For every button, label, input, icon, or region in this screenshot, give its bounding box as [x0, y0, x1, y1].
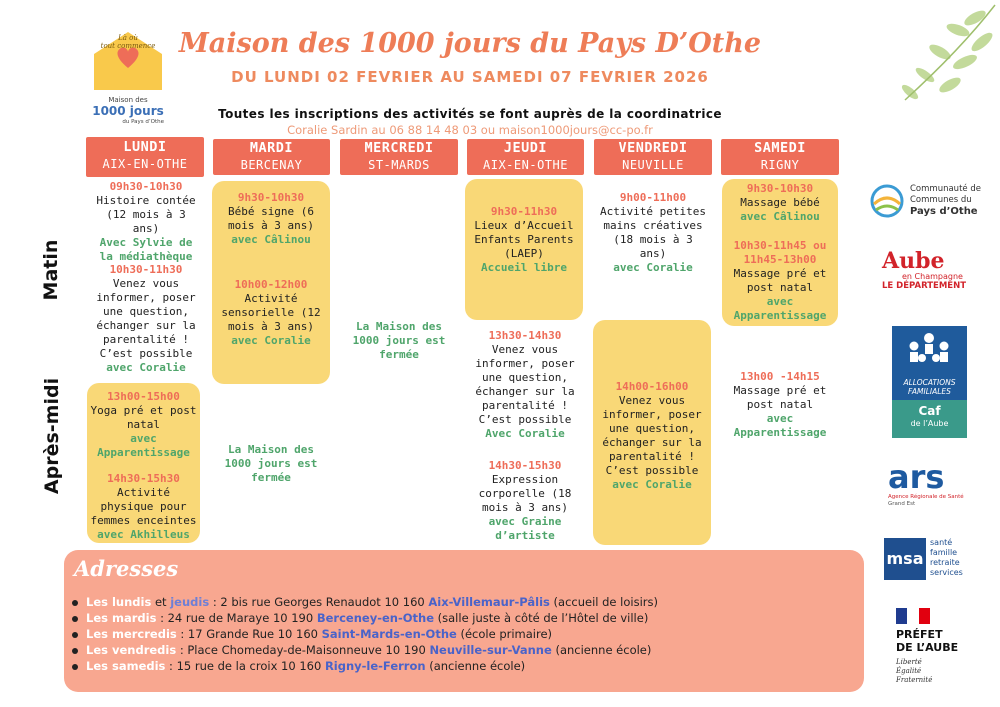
activity-host: avec Câlinou	[740, 210, 820, 223]
wednesday-closed-notice: La Maison des 1000 jours est fermée	[352, 320, 446, 361]
activity-host: avec Câlinou	[231, 233, 311, 246]
address-town: Rigny-le-Ferron	[324, 659, 426, 673]
msa-line-4: services	[930, 568, 963, 577]
morning-label: Matin	[40, 239, 62, 301]
ars-word: ars	[888, 458, 945, 496]
activity-text: Bébé signe (6 mois à 3 ans)	[227, 205, 315, 232]
aube-dept: LE DÉPARTEMENT	[882, 281, 967, 291]
day-place: AIX-EN-OTHE	[483, 158, 568, 173]
address-street: : 17 Grande Rue 10 160	[176, 627, 322, 641]
cc-line-2: Communes du	[910, 195, 972, 205]
monday-activity-2	[90, 263, 202, 375]
activity-text: Activité sensorielle (12 mois à 3 ans)	[221, 292, 321, 333]
day-header-friday	[594, 139, 712, 175]
day-header-monday	[86, 137, 204, 177]
saturday-activity-2	[724, 239, 836, 323]
address-item	[72, 626, 658, 642]
address-town: Aix-Villemaur-Pâlis	[428, 595, 550, 609]
registration-notice: Toutes les inscriptions des activités se font auprès de la coordinatrice	[218, 107, 722, 121]
prefet-line-1: PRÉFET	[896, 628, 943, 641]
logo-line-3: du Pays d’Othe	[122, 119, 164, 125]
prefet-motto-2: Égalité	[896, 667, 922, 675]
activity-text: Lieux d’Accueil Enfants Parents (LAEP)	[474, 219, 574, 260]
activity-time: 9h30-10h30	[237, 191, 305, 204]
caf-line-2: FAMILIALES	[908, 387, 951, 396]
day-header-saturday	[721, 139, 839, 175]
thursday-activity-1	[469, 205, 579, 275]
activity-text: Yoga pré et post natal	[90, 404, 197, 431]
activity-host: avec Apparentissage	[97, 432, 190, 459]
activity-time: 14h30-15h30	[107, 472, 180, 485]
friday-activity-1	[597, 191, 709, 275]
activity-host: Accueil libre	[480, 261, 568, 274]
day-header-wednesday	[340, 139, 458, 175]
day-name: MERCREDI	[364, 140, 434, 156]
prefet-aube-logo	[896, 608, 986, 688]
day-place: BERCENAY	[240, 158, 303, 173]
activity-host: Avec Sylvie de la médiathèque	[99, 236, 193, 263]
day-name: MARDI	[249, 140, 294, 156]
activity-host: avec Apparentissage	[733, 295, 827, 322]
activity-time: 13h30-14h30	[488, 329, 562, 342]
caf-line-1: ALLOCATIONS	[903, 378, 956, 387]
tuesday-closed-notice: La Maison des 1000 jours est fermée	[224, 443, 318, 484]
activity-time: 9h00-11h00	[619, 191, 687, 204]
day-place: NEUVILLE	[622, 158, 684, 173]
caf-line-3: Caf	[918, 404, 941, 418]
activity-time: 10h30-11h45 ou 11h45-13h00	[733, 239, 827, 266]
tuesday-activity-1	[216, 191, 326, 247]
caf-line-4: de l’Aube	[910, 419, 949, 428]
day-header-thursday	[467, 139, 584, 175]
activity-host: Avec Coralie	[485, 427, 565, 440]
address-note: (salle juste à côté de l’Hôtel de ville)	[434, 611, 649, 625]
day-name: SAMEDI	[754, 140, 806, 156]
address-days: Les mercredis	[86, 627, 177, 641]
caf-logo	[892, 326, 967, 438]
activity-text: Massage pré et post natal	[733, 384, 827, 411]
activity-time: 9h30-11h30	[490, 205, 558, 218]
address-note: (accueil de loisirs)	[549, 595, 658, 609]
date-range: DU LUNDI 02 FEVRIER AU SAMEDI 07 FEVRIER 2026	[231, 68, 709, 86]
activity-text: Massage pré et post natal	[733, 267, 827, 294]
msa-line-3: retraite	[930, 558, 960, 567]
address-town: Neuville-sur-Vanne	[429, 643, 552, 657]
activity-host: avec Apparentissage	[733, 412, 827, 439]
address-joiner: et	[151, 595, 171, 609]
address-street: : Place Chomeday-de-Maisonneuve 10 190	[176, 643, 430, 657]
cc-pays-othe-logo	[870, 182, 995, 222]
activity-time: 10h30-11h30	[109, 263, 183, 276]
day-place: AIX-EN-OTHE	[102, 157, 188, 172]
address-street: : 15 rue de la croix 10 160	[165, 659, 325, 673]
activity-time: 14h30-15h30	[488, 459, 562, 472]
coordinator-contact[interactable]: Coralie Sardin au 06 88 14 48 03 ou maison1000jours@cc-po.fr	[287, 123, 653, 137]
aube-word: Aube	[882, 248, 945, 274]
activity-time: 14h00-16h00	[615, 380, 689, 393]
thursday-activity-3	[469, 459, 581, 543]
address-item	[72, 642, 658, 658]
activity-host: avec Akhilleus	[97, 528, 190, 541]
activity-time: 09h30-10h30	[109, 180, 183, 193]
prefet-motto-1: Liberté	[896, 658, 922, 666]
address-town: Berceney-en-Othe	[316, 611, 434, 625]
monday-activity-3	[89, 390, 198, 460]
address-street: : 2 bis rue Georges Renaudot 10 160	[209, 595, 429, 609]
activity-text: Massage bébé	[740, 196, 820, 209]
logo-line-1: Maison des	[108, 96, 148, 104]
day-place: ST-MARDS	[368, 158, 430, 173]
activity-text: Activité physique pour femmes enceintes	[90, 486, 197, 527]
activity-host: avec Graine d’artiste	[488, 515, 562, 542]
afternoon-label: Après-midi	[41, 377, 63, 495]
saturday-activity-3	[724, 370, 836, 440]
logo-tagline-1: Là où	[118, 34, 138, 42]
activity-text: Expression corporelle (18 mois à 3 ans)	[478, 473, 572, 514]
day-name: JEUDI	[503, 140, 548, 156]
activity-text: Activité petites mains créatives (18 mois à 3 ans)	[600, 205, 706, 260]
activity-time: 9h30-10h30	[746, 182, 814, 195]
ars-logo	[888, 460, 974, 512]
ars-sub: Agence Régionale de Santé	[888, 494, 964, 500]
aube-departement-logo	[882, 250, 982, 292]
address-days: Les vendredis	[86, 643, 177, 657]
activity-time: 10h00-12h00	[234, 278, 308, 291]
activity-time: 13h00 -14h15	[740, 370, 820, 383]
address-days: Les samedis	[86, 659, 166, 673]
activity-text: Histoire contée (12 mois à 3 ans)	[96, 194, 196, 235]
activity-host: avec Coralie	[612, 478, 692, 491]
activity-time: 13h00-15h00	[107, 390, 180, 403]
day-place: RIGNY	[760, 158, 800, 173]
page-title: Maison des 1000 jours du Pays D’Othe	[178, 28, 762, 59]
msa-line-2: famille	[930, 548, 958, 557]
address-street: : 24 rue de Maraye 10 190	[156, 611, 317, 625]
addresses-list	[72, 594, 658, 674]
day-header-tuesday	[213, 139, 330, 175]
marianne-flag-icon	[896, 608, 930, 624]
cc-swirl-icon	[870, 184, 904, 218]
activity-host: avec Coralie	[613, 261, 693, 274]
monday-activity-4	[89, 472, 198, 542]
address-item	[72, 658, 658, 674]
prefet-motto-3: Fraternité	[896, 676, 933, 684]
msa-mark: msa	[884, 538, 926, 580]
activity-host: avec Coralie	[231, 334, 311, 347]
aube-sub: en Champagne	[902, 272, 963, 281]
logo-line-2: 1000 jours	[92, 104, 164, 118]
leaves-decoration	[870, 0, 1000, 110]
msa-logo	[884, 538, 976, 580]
address-days: Les lundis	[86, 595, 152, 609]
saturday-activity-1	[724, 182, 836, 224]
address-note: (école primaire)	[456, 627, 553, 641]
address-town: Saint-Mards-en-Othe	[321, 627, 457, 641]
address-days: Les mardis	[86, 611, 157, 625]
activity-host: avec Coralie	[106, 361, 186, 374]
day-name: VENDREDI	[618, 140, 688, 156]
addresses-title: Adresses	[74, 556, 179, 581]
msa-line-1: santé	[930, 538, 953, 547]
activity-text: Venez vous informer, poser une question, échanger sur la parentalité ! C’est possible	[602, 394, 702, 477]
friday-activity-2	[597, 380, 707, 492]
cc-line-3: Pays d’Othe	[910, 206, 978, 217]
day-name: LUNDI	[123, 139, 167, 155]
activity-text: Venez vous informer, poser une question, échanger sur la parentalité ! C’est possible	[475, 343, 575, 426]
monday-activity-1	[90, 180, 202, 264]
address-note: (ancienne école)	[425, 659, 526, 673]
address-item	[72, 610, 658, 626]
thursday-activity-2	[469, 329, 581, 441]
address-item	[72, 594, 658, 610]
address-days: jeudis	[170, 595, 210, 609]
cc-line-1: Communauté de	[910, 184, 981, 194]
tuesday-activity-2	[216, 278, 326, 348]
prefet-line-2: DE L’AUBE	[896, 641, 959, 654]
logo-tagline-2: tout commence	[100, 42, 156, 50]
address-note: (ancienne école)	[551, 643, 652, 657]
caf-family-icon	[892, 328, 967, 376]
activity-text: Venez vous informer, poser une question, échanger sur la parentalité ! C’est possible	[96, 277, 196, 360]
ars-region: Grand Est	[888, 501, 916, 507]
